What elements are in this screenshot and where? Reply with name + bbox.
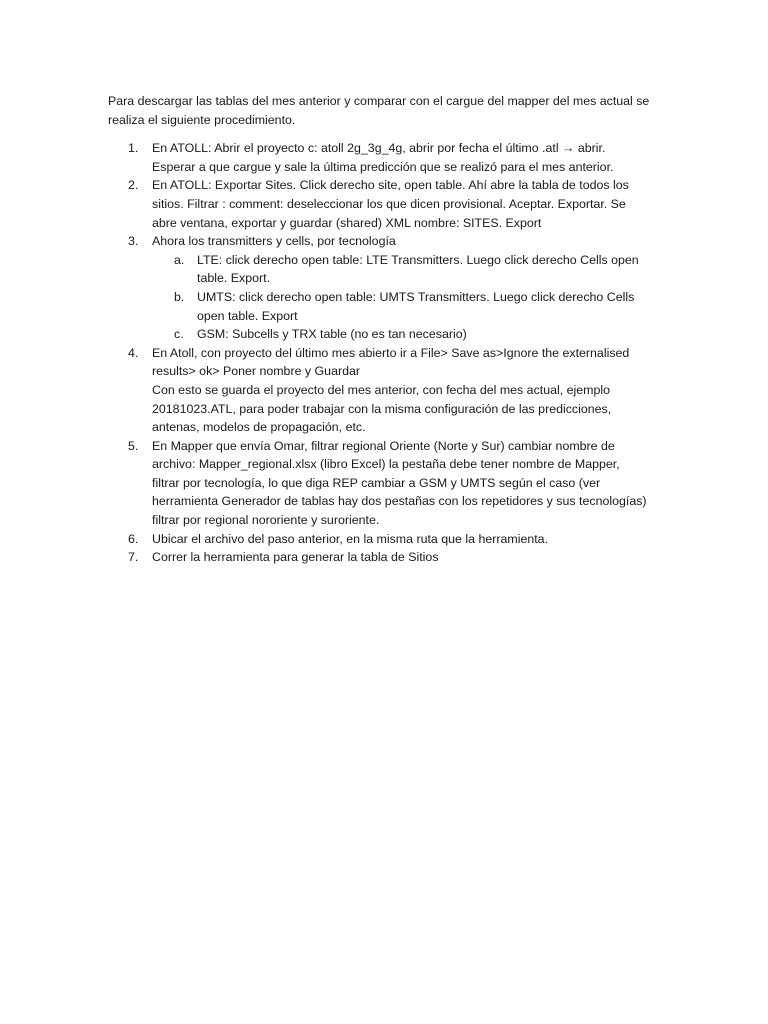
step-6 (108, 530, 668, 549)
document-page (108, 92, 668, 567)
step-number: 7. (128, 550, 139, 565)
substep-text-line: LTE: click derecho open table: LTE Transmitters. Luego click derecho Cells open (197, 252, 639, 267)
intro-line: Para descargar las tablas del mes anterior y comparar con el cargue del mapper del mes actual se (108, 94, 650, 108)
step-4 (108, 344, 668, 437)
substep-a (152, 251, 668, 288)
step-7 (108, 548, 668, 567)
substep-b (152, 288, 668, 325)
step-number: 4. (128, 345, 139, 360)
step-text-line: Correr la herramienta para generar la tabla de Sitios (152, 550, 439, 565)
substep-letter: c. (174, 327, 184, 342)
step-text-line: En ATOLL: Abrir el proyecto c: atoll 2g_3g_4g, abrir por fecha el último .atl → abrir. (152, 141, 606, 156)
substep-text-line: open table. Export (197, 308, 298, 323)
step-number: 3. (128, 234, 139, 249)
intro-paragraph (108, 92, 668, 129)
step-text-line: herramienta Generador de tablas hay dos pestañas con los repetidores y sus tecnologías) (152, 494, 647, 509)
substep-list (152, 251, 668, 344)
step-text-line: 20181023.ATL, para poder trabajar con la misma configuración de las predicciones, (152, 401, 612, 416)
step-text-line: Con esto se guarda el proyecto del mes anterior, con fecha del mes actual, ejemplo (152, 382, 611, 397)
step-2 (108, 176, 668, 232)
step-text-line: abre ventana, exportar y guardar (shared) XML nombre: SITES. Export (152, 215, 542, 230)
step-1 (108, 139, 668, 176)
substep-letter: b. (174, 289, 185, 304)
step-text-line: En ATOLL: Exportar Sites. Click derecho site, open table. Ahí abre la tabla de todos los (152, 178, 629, 193)
step-3 (108, 232, 668, 344)
step-text-line: Esperar a que cargue y sale la última predicción que se realizó para el mes anterior. (152, 159, 614, 174)
step-text-line: sitios. Filtrar : comment: deseleccionar los que dicen provisional. Aceptar. Exportar. Se (152, 196, 626, 211)
step-text-line: archivo: Mapper_regional.xlsx (libro Excel) la pestaña debe tener nombre de Mapper, (152, 457, 620, 472)
step-text-line: Ahora los transmitters y cells, por tecnología (152, 234, 396, 249)
step-text-line: En Mapper que envía Omar, filtrar regional Oriente (Norte y Sur) cambiar nombre de (152, 438, 615, 453)
intro-line: realiza el siguiente procedimiento. (108, 112, 296, 127)
step-number: 5. (128, 438, 139, 453)
step-text-line: En Atoll, con proyecto del último mes abierto ir a File> Save as>Ignore the externalised (152, 345, 630, 360)
substep-c (152, 325, 668, 344)
step-text-line: results> ok> Poner nombre y Guardar (152, 364, 360, 379)
substep-text-line: GSM: Subcells y TRX table (no es tan necesario) (197, 327, 467, 342)
substep-text-line: UMTS: click derecho open table: UMTS Transmitters. Luego click derecho Cells (197, 289, 635, 304)
step-5 (108, 437, 668, 530)
step-number: 2. (128, 178, 139, 193)
substep-text-line: table. Export. (197, 271, 271, 286)
procedure-list (108, 139, 668, 567)
step-number: 6. (128, 531, 139, 546)
step-text-line: antenas, modelos de propagación, etc. (152, 420, 366, 435)
step-text-line: Ubicar el archivo del paso anterior, en la misma ruta que la herramienta. (152, 531, 549, 546)
step-text-line: filtrar por regional nororiente y suroriente. (152, 513, 380, 528)
substep-letter: a. (174, 252, 185, 267)
step-number: 1. (128, 141, 139, 156)
step-text-line: filtrar por tecnología, lo que diga REP cambiar a GSM y UMTS según el caso (ver (152, 475, 601, 490)
